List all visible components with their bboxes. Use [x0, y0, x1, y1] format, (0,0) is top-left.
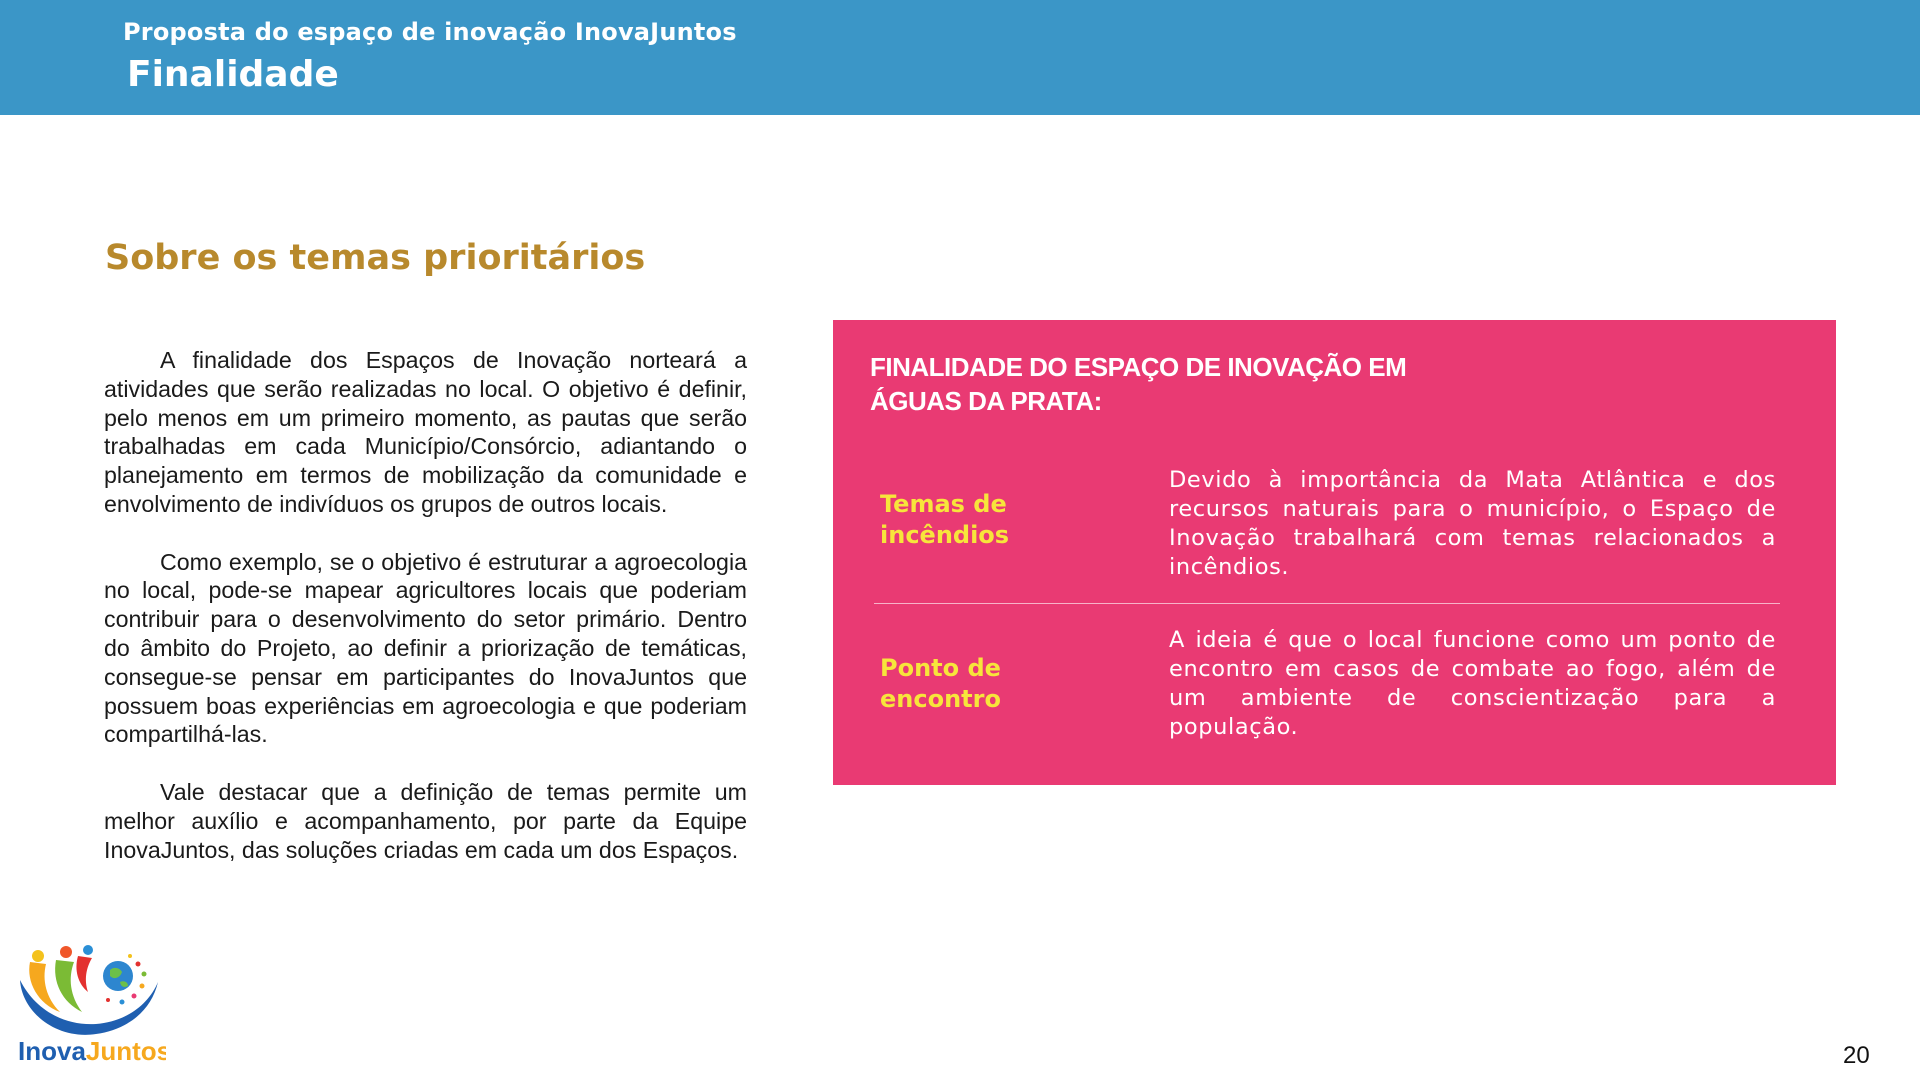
row-description-ponto: A ideia é que o local funcione como um ponto de encontro em casos de combate ao fogo, além de um ambiente de conscientização para a população. [1169, 627, 1776, 740]
row-description-temas: Devido à importância da Mata Atlântica e dos recursos naturais para o município, o Espaço de Inovação trabalhará com temas relacionados a incêndios. [1169, 467, 1776, 580]
header-bar [0, 0, 1920, 115]
box-title-line-1: FINALIDADE DO ESPAÇO DE INOVAÇÃO EM [870, 352, 1407, 382]
row-label-ponto [880, 653, 1080, 715]
header-title: Finalidade [127, 54, 339, 95]
paragraph-2: Como exemplo, se o objetivo é estruturar a agroecologia no local, pode-se mapear agricultores locais que poderiam contribuir para o desenvolvimento do setor primário. Dentro do âmbito do Projeto, ao definir a priorização de temáticas, consegue-se pensar em participantes do InovaJuntos que possuem boas experiências em agroecologia e que poderiam compartilhá-las. [104, 548, 747, 748]
logo-text [18, 1036, 166, 1066]
row-label-temas [880, 489, 1080, 551]
row-label-ponto-line-2: encontro [880, 685, 1001, 713]
row-label-ponto-line-1: Ponto de [880, 654, 1001, 682]
page-number: 20 [1843, 1042, 1870, 1069]
inovajuntos-logo [16, 942, 166, 1067]
paragraph-3: Vale destacar que a definição de temas permite um melhor auxílio e acompanhamento, por parte da Equipe InovaJuntos, das soluções criadas em cada um dos Espaços. [104, 778, 747, 863]
row-divider [874, 603, 1780, 604]
finalidade-box [833, 320, 1836, 785]
paragraph-1: A finalidade dos Espaços de Inovação norteará a atividades que serão realizadas no local. O objetivo é definir, pelo menos em um primeiro momento, as pautas que serão trabalhadas em cada Município/Consórcio, adiantando o planejamento em termos de mobilização da comunidade e envolvimento de indivíduos os grupos de outros locais. [104, 347, 747, 517]
logo-text-part-1: Inova [18, 1036, 86, 1066]
body-text [104, 346, 747, 893]
logo-emblem-icon [16, 942, 166, 1067]
row-label-temas-line-2: incêndios [880, 521, 1010, 549]
header-subtitle: Proposta do espaço de inovação InovaJuntos [123, 18, 737, 46]
box-title [870, 350, 1570, 418]
section-heading: Sobre os temas prioritários [105, 238, 646, 278]
logo-text-part-2: Juntos [85, 1036, 166, 1066]
box-title-line-2: ÁGUAS DA PRATA: [870, 386, 1102, 416]
row-label-temas-line-1: Temas de [880, 490, 1007, 518]
